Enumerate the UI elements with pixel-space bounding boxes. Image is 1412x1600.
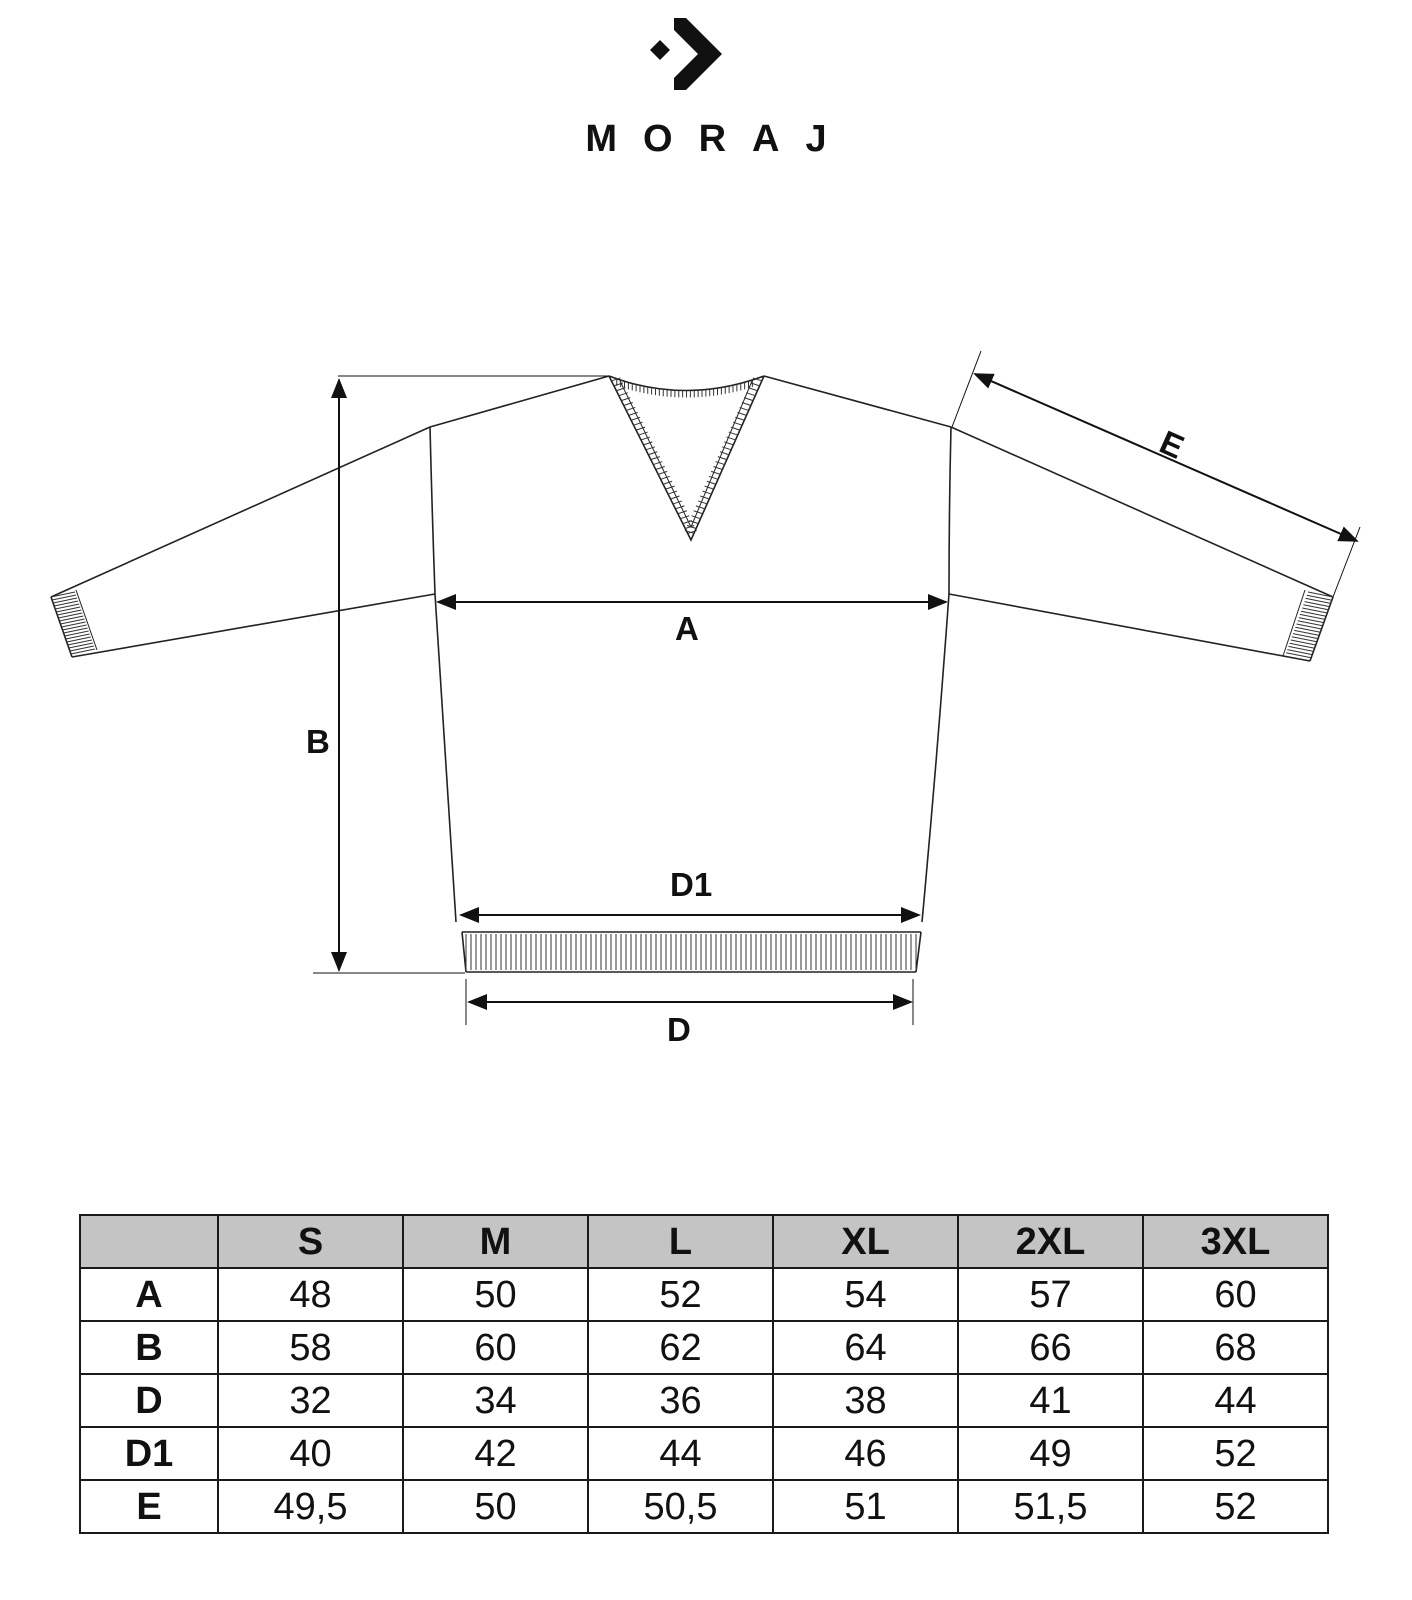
brand-name: MORAJ (585, 118, 853, 160)
dimension-label-d: D (667, 1011, 691, 1048)
measurement-value: 68 (1143, 1321, 1328, 1374)
table-row (80, 1374, 1328, 1427)
table-row (80, 1480, 1328, 1533)
measurement-label: B (80, 1321, 218, 1374)
measurement-value: 52 (1143, 1480, 1328, 1533)
measurement-value: 51,5 (958, 1480, 1143, 1533)
dimension-label-e: E (1154, 423, 1190, 466)
table-row (80, 1427, 1328, 1480)
measurement-value: 64 (773, 1321, 958, 1374)
table-row (80, 1268, 1328, 1321)
measurement-value: 49,5 (218, 1480, 403, 1533)
measurement-label: D (80, 1374, 218, 1427)
measurement-value: 32 (218, 1374, 403, 1427)
measurement-label: E (80, 1480, 218, 1533)
measurement-value: 58 (218, 1321, 403, 1374)
measurement-value: 41 (958, 1374, 1143, 1427)
sweater-diagram (0, 300, 1412, 1060)
measurement-value: 57 (958, 1268, 1143, 1321)
measurement-value: 40 (218, 1427, 403, 1480)
dimension-label-b: B (306, 723, 330, 760)
measurement-value: 44 (1143, 1374, 1328, 1427)
measurement-value: 50,5 (588, 1480, 773, 1533)
measurement-value: 49 (958, 1427, 1143, 1480)
measurement-value: 48 (218, 1268, 403, 1321)
measurement-value: 34 (403, 1374, 588, 1427)
diamond-chevron-logo-icon (646, 16, 726, 96)
measurement-value: 66 (958, 1321, 1143, 1374)
measurement-value: 44 (588, 1427, 773, 1480)
measurement-value: 38 (773, 1374, 958, 1427)
size-header-l: L (588, 1215, 773, 1268)
measurement-label: A (80, 1268, 218, 1321)
measurement-value: 60 (1143, 1268, 1328, 1321)
measurement-value: 52 (588, 1268, 773, 1321)
table-corner-cell (80, 1215, 218, 1268)
measurement-value: 60 (403, 1321, 588, 1374)
brand-logo-area (0, 0, 1412, 170)
measurement-label: D1 (80, 1427, 218, 1480)
size-header-xl: XL (773, 1215, 958, 1268)
size-header-s: S (218, 1215, 403, 1268)
measurement-value: 36 (588, 1374, 773, 1427)
table-row (80, 1321, 1328, 1374)
measurement-value: 50 (403, 1480, 588, 1533)
size-header-row (80, 1215, 1328, 1268)
measurement-value: 52 (1143, 1427, 1328, 1480)
sweater-drawing (0, 300, 1412, 1060)
size-chart-table (79, 1214, 1329, 1534)
size-header-2xl: 2XL (958, 1215, 1143, 1268)
size-header-m: M (403, 1215, 588, 1268)
measurement-value: 50 (403, 1268, 588, 1321)
measurement-value: 42 (403, 1427, 588, 1480)
dimension-label-a: A (675, 610, 699, 647)
measurement-value: 62 (588, 1321, 773, 1374)
size-header-3xl: 3XL (1143, 1215, 1328, 1268)
measurement-value: 54 (773, 1268, 958, 1321)
dimension-label-d1: D1 (670, 866, 713, 903)
measurement-value: 51 (773, 1480, 958, 1533)
measurement-value: 46 (773, 1427, 958, 1480)
